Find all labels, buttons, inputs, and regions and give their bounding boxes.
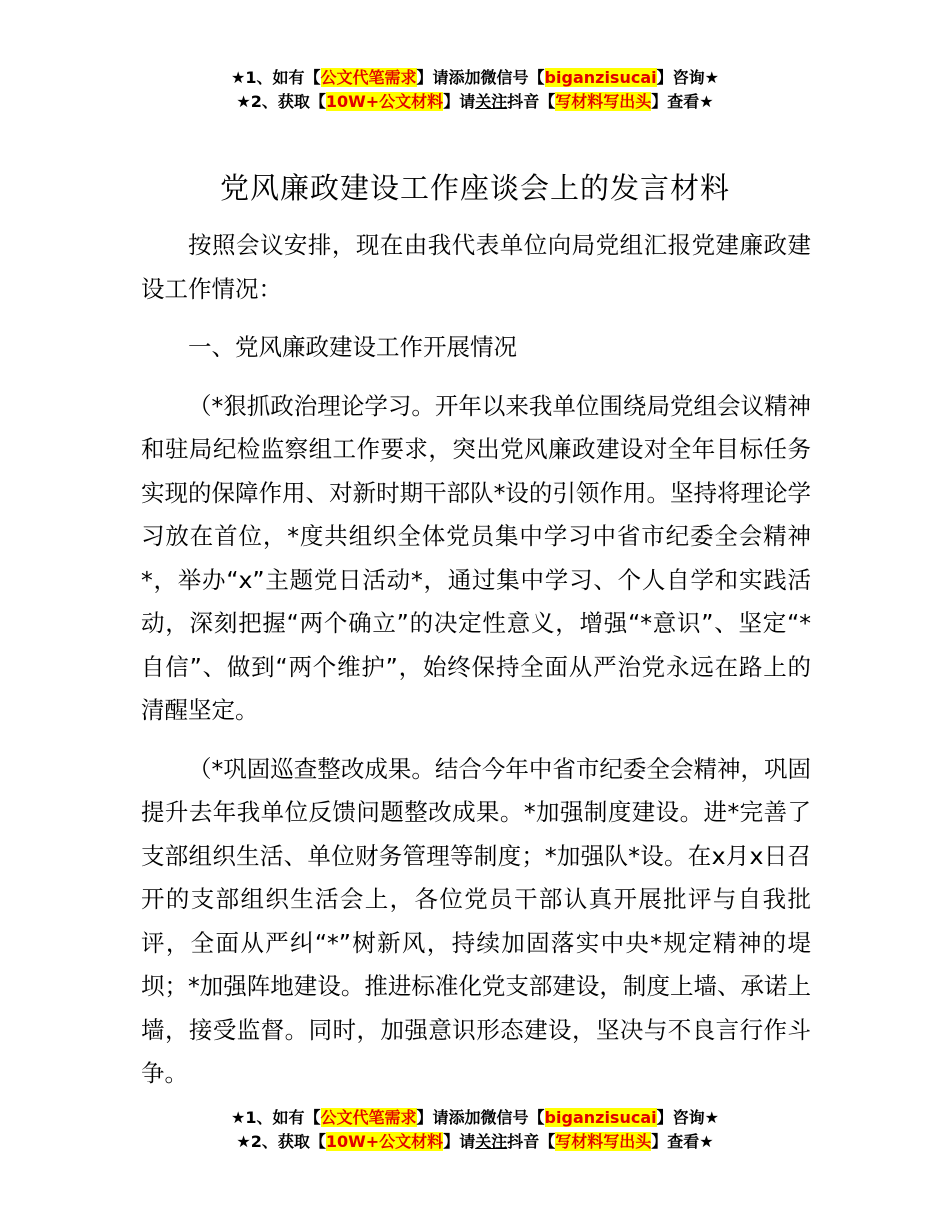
banner-text: ★1、如有【 — [231, 68, 321, 87]
banner-line-1 — [0, 66, 950, 90]
banner-underline-follow: 关注 — [475, 1132, 508, 1151]
banner-highlight-account: 写材料写出头 — [555, 1132, 652, 1151]
banner-text: 】请添加微信号【 — [416, 1108, 545, 1127]
banner-text: 】请 — [443, 92, 476, 111]
banner-text: ★2、获取【 — [236, 1132, 326, 1151]
banner-line-2 — [0, 1130, 950, 1154]
banner-highlight-wechat-id: biganzisucai — [544, 1108, 657, 1127]
paragraph-rectification: （*巩固巡查整改成果。结合今年中省市纪委全会精神，巩固提升去年我单位反馈问题整改成果。*加强制度建设。进*完善了支部组织生活、单位财务管理等制度；*加强队*设。在x月x日召开的支部组织生活会上，各位党员干部认真开展批评与自我批评，全面从严纠“*”树新风，持续加固落实中央*规定精神的堤坝；*加强阵地建设。推进标准化党支部建设，制度上墙、承诺上墙，接受监督。同时，加强意识形态建设，坚决与不良言行作斗争。 — [141, 754, 811, 1087]
banner-highlight-account: 写材料写出头 — [555, 92, 652, 111]
banner-highlight-service: 公文代笔需求 — [320, 68, 417, 87]
banner-highlight-service: 公文代笔需求 — [320, 1108, 417, 1127]
banner-line-2 — [0, 90, 950, 114]
banner-text: 】查看★ — [651, 92, 714, 111]
footer-banner — [0, 1106, 950, 1154]
banner-highlight-materials: 10W+公文材料 — [325, 1132, 444, 1151]
document-body — [141, 224, 811, 1096]
banner-text: 】请添加微信号【 — [416, 68, 545, 87]
section-heading: 一、党风廉政建设工作开展情况 — [188, 333, 517, 361]
banner-text: 】咨询★ — [656, 1108, 719, 1127]
banner-line-1 — [0, 1106, 950, 1130]
banner-text: 】查看★ — [651, 1132, 714, 1151]
banner-text: 】请 — [443, 1132, 476, 1151]
banner-text: 抖音【 — [507, 92, 556, 111]
banner-text: 抖音【 — [507, 1132, 556, 1151]
header-banner — [0, 66, 950, 114]
banner-text: ★1、如有【 — [231, 1108, 321, 1127]
banner-text: 】咨询★ — [656, 68, 719, 87]
banner-underline-follow: 关注 — [475, 92, 508, 111]
banner-highlight-materials: 10W+公文材料 — [325, 92, 444, 111]
banner-highlight-wechat-id: biganzisucai — [544, 68, 657, 87]
paragraph-study: （*狠抓政治理论学习。开年以来我单位围绕局党组会议精神和驻局纪检监察组工作要求，突出党风廉政建设对全年目标任务实现的保障作用、对新时期干部队*设的引领作用。坚持将理论学习放在首位，*度共组织全体党员集中学习中省市纪委全会精神*，举办“x”主题党日活动*，通过集中学习、个人自学和实践活动，深刻把握“两个确立”的决定性意义，增强“*意识”、坚定“*自信”、做到“两个维护”，始终保持全面从严治党永远在路上的清醒坚定。 — [141, 391, 811, 724]
banner-text: ★2、获取【 — [236, 92, 326, 111]
paragraph-intro: 按照会议安排，现在由我代表单位向局党组汇报党建廉政建设工作情况： — [141, 231, 811, 303]
document-title: 党风廉政建设工作座谈会上的发言材料 — [219, 171, 730, 205]
